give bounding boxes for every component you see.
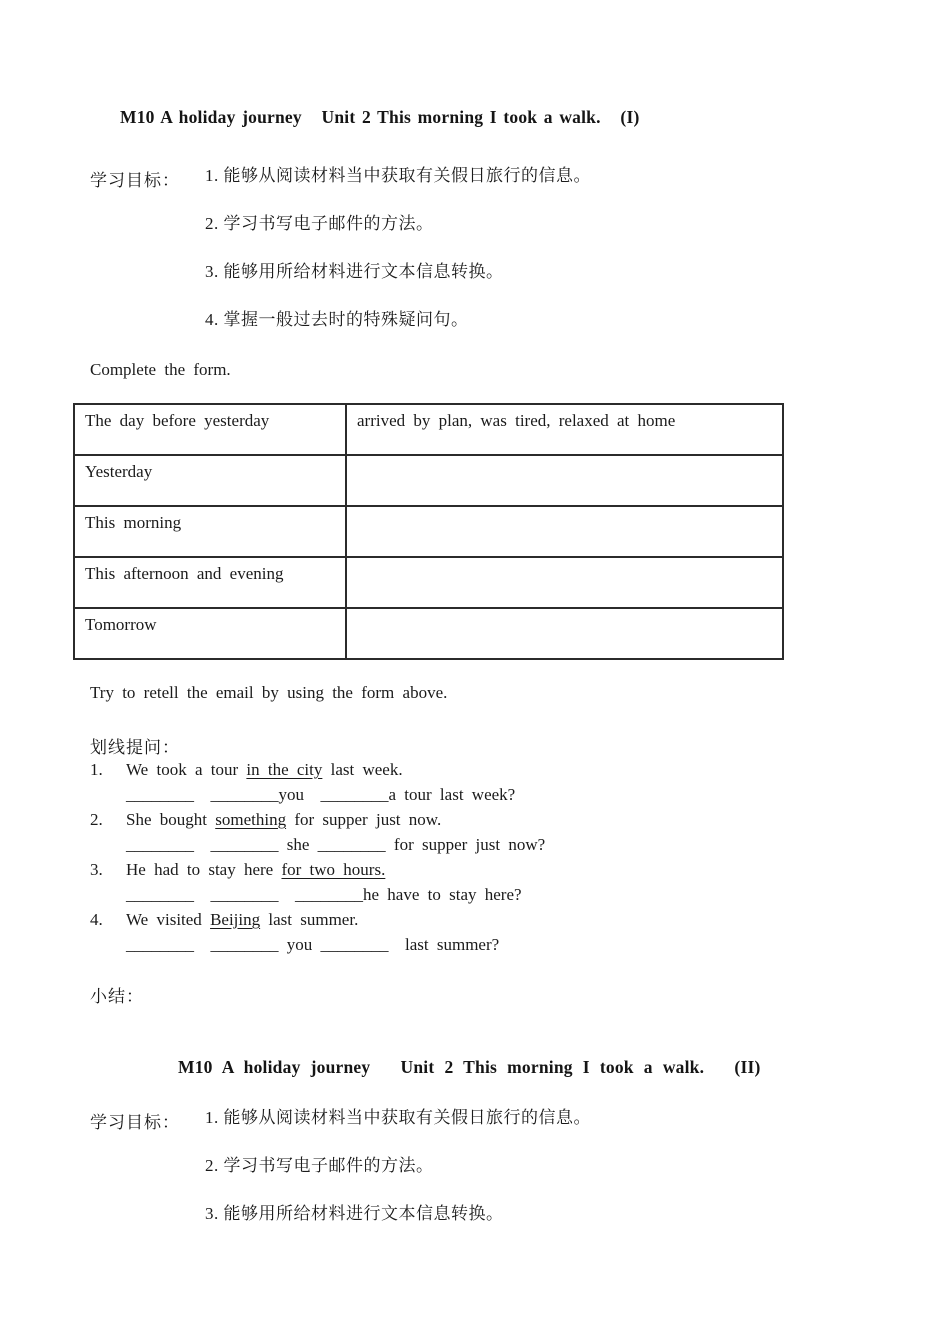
- doc1-goal-list: [205, 166, 591, 329]
- complete-form-instruction: Complete the form.: [90, 360, 231, 379]
- doc1-title: M10 A holiday journey Unit 2 This morning I took a walk. (I): [120, 107, 640, 127]
- question-underlined-part: Beijing: [210, 910, 261, 929]
- table-cell-label: This afternoon and evening: [74, 557, 346, 608]
- question-number: 1.: [90, 760, 103, 779]
- table-cell-label: Tomorrow: [74, 608, 346, 659]
- table-row: [74, 557, 783, 608]
- question-number: 3.: [90, 860, 103, 879]
- question-suffix: last summer.: [260, 910, 359, 929]
- question-number: 2.: [90, 810, 103, 829]
- question-sentence: [90, 807, 545, 832]
- table-cell-label: Yesterday: [74, 455, 346, 506]
- doc2-goals-section: [90, 1108, 591, 1223]
- question-number: 4.: [90, 910, 103, 929]
- question-suffix: for supper just now.: [286, 810, 442, 829]
- question-prefix: She bought: [126, 810, 216, 829]
- answer-blank-line: ________ ________ she ________ for supper just now?: [126, 835, 546, 854]
- table-cell-value: [346, 506, 783, 557]
- table-cell-value: [346, 455, 783, 506]
- table-cell-value: [346, 557, 783, 608]
- table-row: [74, 404, 783, 455]
- question-prefix: We visited: [126, 910, 211, 929]
- table-row: [74, 506, 783, 557]
- question-underlined-part: in the city: [246, 760, 323, 779]
- summary-label: 小结：: [90, 987, 144, 1006]
- doc1-goals-label: 学习目标：: [90, 171, 180, 190]
- table-cell-value: [346, 608, 783, 659]
- doc2-title: M10 A holiday journey Unit 2 This morning I took a walk. (II): [178, 1057, 761, 1077]
- goal-item: 3. 能够用所给材料进行文本信息转换。: [205, 1204, 504, 1223]
- form-table: [73, 403, 784, 660]
- goal-item: 2. 学习书写电子邮件的方法。: [205, 214, 434, 233]
- question-suffix: last week.: [322, 760, 403, 779]
- goal-item: 1. 能够从阅读材料当中获取有关假日旅行的信息。: [205, 166, 591, 185]
- goal-item: 2. 学习书写电子邮件的方法。: [205, 1156, 434, 1175]
- goal-item: 4. 掌握一般过去时的特殊疑问句。: [205, 310, 469, 329]
- goal-item: 1. 能够从阅读材料当中获取有关假日旅行的信息。: [205, 1108, 591, 1127]
- table-cell-label: The day before yesterday: [74, 404, 346, 455]
- underline-questions-list: [90, 757, 545, 957]
- question-sentence: [90, 907, 545, 932]
- answer-blank-line: ________ ________ ________he have to stay here?: [126, 885, 522, 904]
- retell-instruction: Try to retell the email by using the form above.: [90, 683, 448, 702]
- answer-blank-line: ________ ________you ________a tour last week?: [126, 785, 516, 804]
- answer-blank-line: ________ ________ you ________ last summer?: [126, 935, 500, 954]
- question-prefix: He had to stay here: [126, 860, 282, 879]
- question-sentence: [90, 857, 545, 882]
- question-underlined-part: for two hours.: [281, 860, 386, 879]
- doc2-goal-list: [205, 1108, 591, 1223]
- question-underlined-part: something: [215, 810, 287, 829]
- question-sentence: [90, 757, 545, 782]
- doc1-goals-section: [90, 166, 591, 329]
- goal-item: 3. 能够用所给材料进行文本信息转换。: [205, 262, 504, 281]
- underline-questions-label: 划线提问：: [90, 738, 180, 757]
- doc2-goals-label: 学习目标：: [90, 1113, 180, 1132]
- table-cell-label: This morning: [74, 506, 346, 557]
- table-row: [74, 455, 783, 506]
- table-cell-value: arrived by plan, was tired, relaxed at home: [346, 404, 783, 455]
- table-row: [74, 608, 783, 659]
- question-prefix: We took a tour: [126, 760, 247, 779]
